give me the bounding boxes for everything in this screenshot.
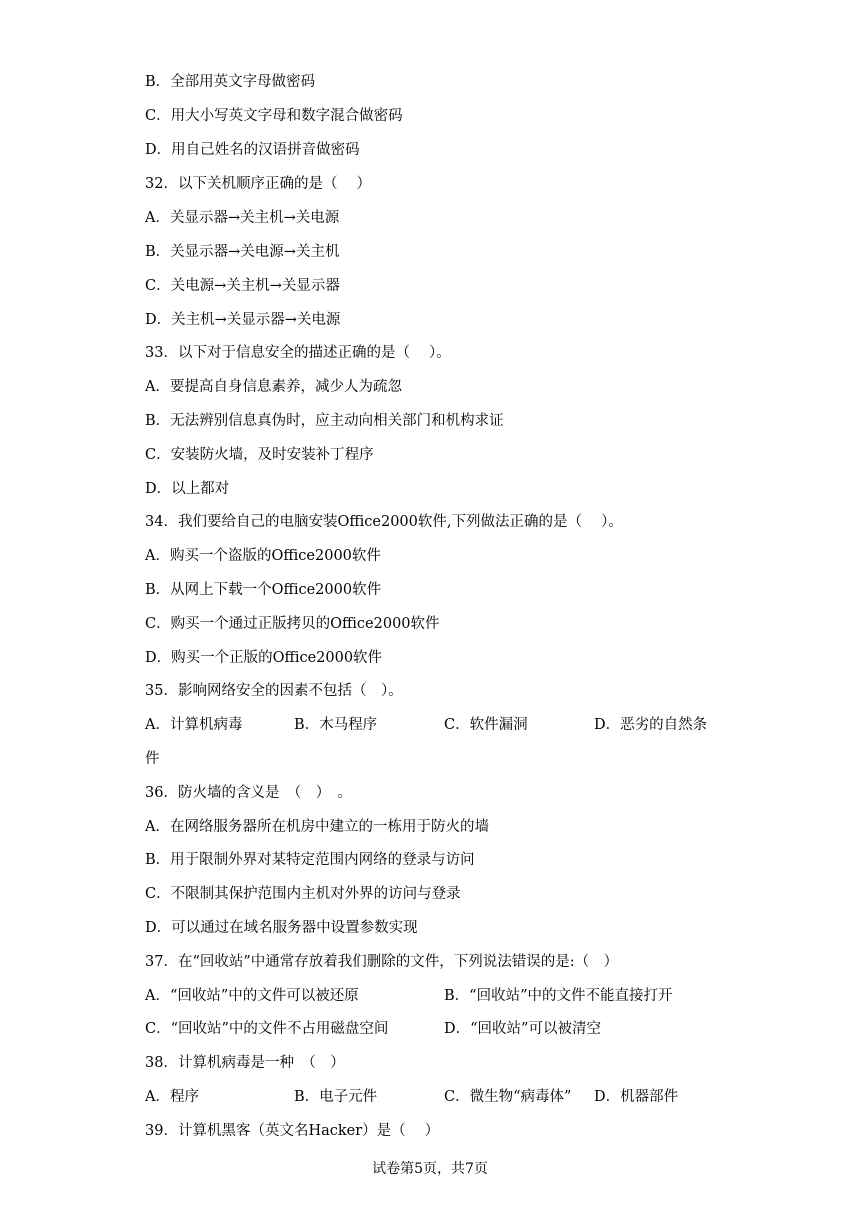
q34-option-b: B．从网上下载一个Office2000软件 (145, 582, 382, 598)
q36-option-b: B．用于限制外界对某特定范围内网络的登录与访问 (145, 852, 475, 868)
q37-option-c: C．“回收站”中的文件不占用磁盘空间 (145, 1021, 389, 1037)
q35-option-d: D．恶劣的自然条 (594, 717, 708, 733)
q37-stem: 37．在“回收站”中通常存放着我们删除的文件，下列说法错误的是:（ ） (145, 954, 619, 970)
q32-option-a: A．关显示器→关主机→关电源 (145, 210, 340, 226)
q34-option-d: D．购买一个正版的Office2000软件 (145, 650, 383, 666)
q32-option-b: B．关显示器→关电源→关主机 (145, 244, 340, 260)
q35-option-a: A．计算机病毒 (145, 717, 243, 733)
q33-stem: 33．以下对于信息安全的描述正确的是（ ）。 (145, 345, 451, 361)
q31-option-c: C．用大小写英文字母和数字混合做密码 (145, 108, 403, 124)
q33-option-a: A．要提高自身信息素养，减少人为疏忽 (145, 379, 402, 395)
q33-option-c: C．安装防火墙，及时安装补丁程序 (145, 447, 374, 463)
q37-option-b: B．“回收站”中的文件不能直接打开 (444, 988, 673, 1004)
q36-option-c: C．不限制其保护范围内主机对外界的访问与登录 (145, 886, 461, 902)
q35-option-d-wrap: 件 (145, 751, 160, 767)
q36-stem: 36．防火墙的含义是 （ ） 。 (145, 785, 352, 801)
q31-option-d: D．用自己姓名的汉语拼音做密码 (145, 142, 360, 158)
q34-option-c: C．购买一个通过正版拷贝的Office2000软件 (145, 616, 440, 632)
q37-option-d: D．“回收站”可以被清空 (444, 1021, 601, 1037)
q38-stem: 38．计算机病毒是一种 （ ） (145, 1055, 345, 1071)
q35-option-c: C．软件漏洞 (444, 717, 528, 733)
q34-option-a: A．购买一个盗版的Office2000软件 (145, 548, 381, 564)
q39-stem: 39．计算机黑客（英文名Hacker）是（ ） (145, 1123, 440, 1139)
q36-option-d: D．可以通过在域名服务器中设置参数实现 (145, 920, 418, 936)
q38-option-b: B．电子元件 (294, 1089, 378, 1105)
q31-option-b: B．全部用英文字母做密码 (145, 74, 316, 90)
q35-option-b: B．木马程序 (294, 717, 378, 733)
q32-option-d: D．关主机→关显示器→关电源 (145, 312, 341, 328)
q34-stem: 34．我们要给自己的电脑安装Office2000软件,下列做法正确的是（ ）。 (145, 514, 623, 530)
q38-option-d: D．机器部件 (594, 1089, 679, 1105)
q32-option-c: C．关电源→关主机→关显示器 (145, 278, 340, 294)
q33-option-b: B．无法辨别信息真伪时，应主动向相关部门和机构求证 (145, 413, 504, 429)
q38-option-c: C．微生物“病毒体” (444, 1089, 572, 1105)
q37-option-a: A．“回收站”中的文件可以被还原 (145, 988, 359, 1004)
q32-stem: 32．以下关机顺序正确的是（ ） (145, 176, 372, 192)
q38-option-a: A．程序 (145, 1089, 199, 1105)
q35-stem: 35．影响网络安全的因素不包括（ ）。 (145, 683, 403, 699)
q36-option-a: A．在网络服务器所在机房中建立的一栋用于防火的墙 (145, 819, 489, 835)
q33-option-d: D．以上都对 (145, 481, 230, 497)
page-footer: 试卷第5页，共7页 (372, 1161, 488, 1177)
